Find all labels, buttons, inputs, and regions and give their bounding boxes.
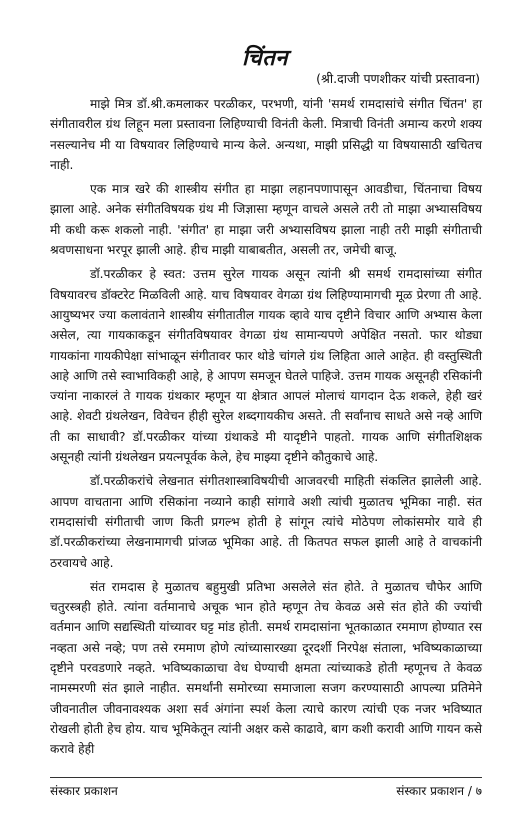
footer-divider (50, 777, 482, 778)
footer-publisher: संस्कार प्रकाशन (50, 784, 118, 798)
body-text (50, 94, 482, 764)
paragraph: माझे मित्र डॉ.श्री.कमलाकर परळीकर, परभणी, यांनी 'समर्थ रामदासांचे संगीत चिंतन' हा संगीतावरील ग्रंथ लिहून मला प्रस्तावना लिहिण्याची विनंती केली. मित्राची विनंती अमान्य करणे शक्य नसल्यानेच मी या विषयावर लिहिण्याचे मान्य केले. अन्यथा, माझी प्रसिद्धी या विषयासाठी खचितच नाही. (50, 97, 482, 172)
footer-page-number: संस्कार प्रकाशन / ७ (396, 784, 482, 798)
page-subtitle: (श्री.दाजी पणशीकर यांची प्रस्तावना) (316, 71, 480, 86)
paragraph: डॉ.परळीकर हे स्वत: उत्तम सुरेल गायक असून त्यांनी श्री समर्थ रामदासांच्या संगीत विषयावरच डॉक्टरेट मिळविली आहे. याच विषयावर वेगळा ग्रंथ लिहिण्यामागची मूळ प्रेरणा ती आहे. आयुष्यभर ज्या कलावंताने शास्त्रीय संगीतातील गायक व्हावे याच दृष्टीने विचार आणि अभ्यास केला असेल, त्या गायकाकडून संगीतविषयावर वेगळा ग्रंथ सामान्यपणे अपेक्षित नसतो. फार थोड्या गायकांना गायकीपेक्षा सांभाळून संगीतावर फार थोडे चांगले ग्रंथ लिहिता आले आहेत. ही वस्तुस्थिती आहे आणि तसे स्वाभाविकही आहे, हे आपण समजून घेतले पाहिजे. उत्तम गायक असूनही रसिकांनी ज्यांना नाकारलं ते गायक ग्रंथकार म्हणून या क्षेत्रात आपलं मोलाचं यागदान देऊ शकले, हेही खरं आहे. शेवटी ग्रंथलेखन, विवेचन हीही सुरेल शब्दगायकीच असते. ती सर्वांनाच साधते असे नव्हे आणि ती का साधावी? डॉ.परळीकर यांच्या ग्रंथाकडे मी यादृष्टीने पाहतो. गायक आणि संगीतशिक्षक असूनही त्यांनी ग्रंथलेखन प्रयत्नपूर्वक केले, हेच माझ्या दृष्टीने कौतुकाचे आहे. (50, 267, 482, 465)
page-title: चिंतन (242, 46, 288, 71)
paragraph: एक मात्र खरे की शास्त्रीय संगीत हा माझा लहानपणापासून आवडीचा, चिंतनाचा विषय झाला आहे. अनेक संगीतविषयक ग्रंथ मी जिज्ञासा म्हणून वाचले असले तरी तो माझा अभ्यासविषय मी कधी करू शकलो नाही. 'संगीत' हा माझा जरी अभ्यासविषय झाला नाही तरी माझी संगीताची श्रवणसाधना भरपूर झाली आहे. हीच माझी याबाबतीत, असली तर, जमेची बाजू. (50, 182, 482, 258)
paragraph: डॉ.परळीकरांचे लेखनात संगीतशास्त्राविषयीची आजवरची माहिती संकलित झालेली आहे. आपण वाचताना आणि रसिकांना नव्याने काही सांगावे अशी त्यांची मुळातच भूमिका नाही. संत रामदासांची संगीताची जाण किती प्रगल्भ होती हे सांगून त्यांचे मोठेपण लोकांसमोर यावे ही डॉ.परळीकरांच्या लेखनामागची प्रांजळ भूमिका आहे. ती कितपत सफल झाली आहे ते वाचकांनी ठरवायचे आहे. (50, 474, 482, 570)
paragraph: संत रामदास हे मुळातच बहुमुखी प्रतिभा असलेले संत होते. ते मुळातच चौफेर आणि चतुरस्त्रही होते. त्यांना वर्तमानाचे अचूक भान होते म्हणून तेच केवळ असे संत होते की ज्यांची वर्तमान आणि सद्यस्थिती यांच्यावर घट्ट मांड होती. समर्थ रामदासांना भूतकाळात रममाण होण्यात रस नव्हता असे नव्हे; पण तसे रममाण होणे त्यांच्यासारख्या दूरदर्शी निरपेक्ष संताला, भविष्यकाळाच्या दृष्टीने परवडणारे नव्हते. भविष्यकाळाचा वेध घेण्याची क्षमता त्यांच्याकडे होती म्हणूनच ते केवळ नामस्मरणी संत झाले नाहीत. समर्थांनी समोरच्या समाजाला सजग करण्यासाठी आपल्या प्रतिमेने जीवनातील जीवनावश्यक अशा सर्व अंगांना स्पर्श केला त्याचे कारण त्यांची एक नजर भविष्यात रोखली होती हेच होय. याच भूमिकेतून त्यांनी अक्षर कसे काढावे, बाग कशी करावी आणि गायन कसे करावे हेही (50, 579, 482, 757)
